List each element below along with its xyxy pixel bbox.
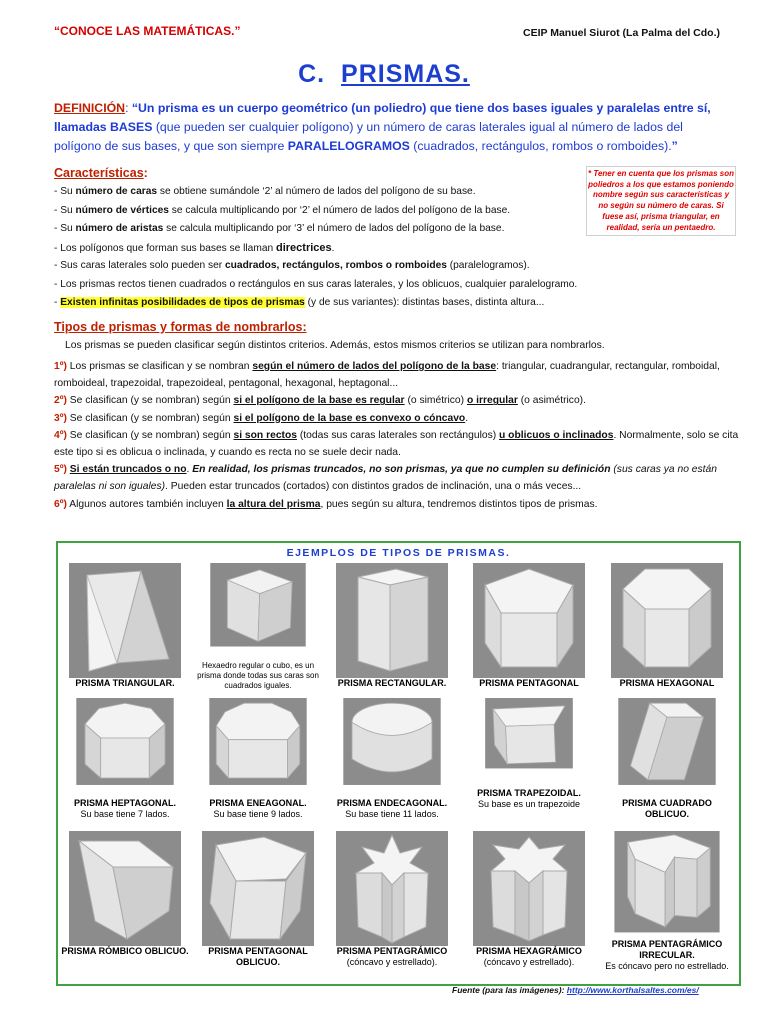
item-strong: número de vértices	[75, 204, 169, 216]
types-intro: Los prismas se pueden clasificar según distintos criterios. Además, estos mismos criterios se utilizan para nombrarlos.	[65, 340, 605, 351]
endecagonal-prism-icon	[336, 698, 448, 798]
item-text: - Su	[54, 186, 76, 197]
type-text: , pues según su altura, tendremos distintos tipos de prismas.	[320, 498, 598, 510]
type-item-5	[54, 461, 744, 495]
trapezoidal-prism-icon	[473, 698, 585, 788]
example-card	[465, 831, 593, 968]
type-text: .	[186, 464, 193, 476]
card-desc: Hexaedro regular o cubo, es un prisma donde todas sus caras son cuadrados iguales.	[197, 661, 319, 690]
example-card	[194, 698, 322, 820]
type-text: Se clasifican (y se nombran) según	[66, 429, 234, 441]
example-card	[61, 563, 189, 689]
type-text: . Normalmente, solo se cita este tipo si es oblicua o inclinada, y cuando es recta no se suele decir nada.	[54, 429, 739, 459]
item-highlight: Existen infinitas posibilidades de tipos de prismas	[60, 297, 305, 308]
examples-box	[56, 541, 741, 986]
card-name: PRISMA HEPTAGONAL.	[73, 798, 176, 808]
example-card	[328, 698, 456, 820]
item-text: .	[331, 242, 335, 254]
item-text: se calcula multiplicando por ‘2’ el número de lados del polígono de la base.	[168, 204, 511, 216]
card-name: PRISMA PENTAGRÁMICO IRRECULAR.	[611, 939, 723, 960]
card-name: PRISMA TRAPEZOIDAL.	[477, 788, 581, 798]
type-text: : triangular, cuadrangular, rectangular, romboidal, romboideal, trapezoidal, trapezoideal, pentagonal, hexagonal, heptagonal...	[54, 361, 720, 390]
examples-title: EJEMPLOS DE TIPOS DE PRISMAS.	[286, 547, 511, 559]
type-text: Algunos autores también incluyen	[66, 498, 227, 510]
type-text: . Pueden estar truncados (cortados) con distintos grados de inclinación, una o más veces...	[165, 481, 582, 493]
source-credit	[452, 985, 699, 995]
rectangular-prism-icon	[336, 563, 448, 678]
item-text: se obtiene sumándole ‘2’ al número de lados del polígono de su base.	[157, 186, 476, 197]
item-text: - Su	[54, 204, 76, 216]
card-name: PRISMA HEXAGONAL	[619, 678, 715, 688]
list-item	[54, 203, 744, 222]
type-criterion: si el polígono de la base es regular	[233, 395, 405, 407]
type-number: 1º)	[54, 361, 67, 372]
definition-close-quote: ”	[671, 139, 678, 153]
example-card	[194, 831, 322, 968]
type-italic: (sus caras ya no están paralelas ni son iguales)	[54, 464, 717, 493]
list-item	[54, 240, 744, 259]
example-card	[194, 563, 322, 691]
card-desc: Su base tiene 9 lados.	[213, 809, 303, 819]
type-item-2	[54, 392, 744, 409]
example-card	[61, 831, 189, 957]
item-text: -	[54, 297, 61, 308]
type-number: 2º)	[54, 395, 67, 407]
card-name: PRISMA PENTAGONAL	[479, 678, 579, 688]
oblique-rhombic-prism-icon	[69, 831, 181, 946]
item-text: - Sus caras laterales solo pueden ser	[54, 260, 226, 271]
characteristics-heading-colon: :	[143, 166, 148, 180]
type-criterion: según el número de lados del polígono de la base	[252, 361, 497, 372]
list-item	[54, 277, 744, 296]
type-text: .	[465, 412, 469, 424]
card-desc: Su base tiene 11 lados.	[345, 809, 439, 819]
type-item-1	[54, 358, 744, 392]
oblique-square-prism-icon	[611, 698, 723, 798]
side-note: * Tener en cuenta que los prismas son poliedros a los que estamos poniendo nombre según sus características y no según su número de caras. Si fuese así, prisma triangular, en realidad, sería un pentaedro.	[586, 166, 736, 236]
item-text: (y de sus variantes): distintas bases, distinta altura...	[304, 297, 545, 308]
list-item	[54, 221, 744, 240]
source-label: Fuente (para las imágenes):	[452, 985, 567, 995]
type-criterion: o irregular	[466, 395, 518, 407]
card-name: PRISMA RÓMBICO OBLICUO.	[61, 946, 189, 956]
item-text: - Los prismas rectos tienen cuadrados o rectángulos en sus caras laterales, y los oblicuos, cualquier paralelogramo.	[54, 278, 578, 290]
type-emphasis: En realidad, los prismas truncados, no son prismas, ya que no cumplen su definición	[192, 464, 611, 476]
card-name: PRISMA RECTANGULAR.	[337, 678, 447, 688]
definition-text: (que pueden ser cualquier polígono) y un número de caras laterales igual al número de lados del polígono de sus bases, y que son siempre	[54, 120, 683, 153]
card-name: PRISMA ENEAGONAL.	[209, 798, 307, 808]
characteristics-heading-text: Características	[54, 166, 144, 180]
type-number: 6º)	[54, 498, 67, 510]
types-list	[54, 358, 744, 513]
item-strong: número de caras	[75, 186, 158, 197]
example-card	[603, 831, 731, 972]
item-text: - Los polígonos que forman sus bases se llaman	[54, 242, 276, 254]
item-text: - Su	[54, 223, 76, 234]
example-card	[465, 563, 593, 689]
header-left: “CONOCE LAS MATEMÁTICAS.”	[54, 24, 241, 38]
example-card	[328, 563, 456, 689]
cube-icon	[202, 563, 314, 661]
heptagonal-prism-icon	[69, 698, 181, 798]
eneagonal-prism-icon	[202, 698, 314, 798]
card-desc: Es cóncavo pero no estrellado.	[605, 961, 729, 971]
hexagram-prism-icon	[473, 831, 585, 946]
card-desc: (cóncavo y estrellado).	[346, 957, 438, 967]
characteristics-list	[54, 184, 744, 314]
example-card	[328, 831, 456, 968]
item-strong: directrices	[276, 241, 332, 254]
type-text: Se clasifican (y se nombran) según	[66, 412, 234, 424]
type-number: 3º)	[54, 412, 67, 424]
triangular-prism-icon	[69, 563, 181, 678]
type-criterion: si son rectos	[233, 429, 297, 441]
definition-sep: :	[125, 101, 132, 115]
example-card	[465, 698, 593, 810]
pentagonal-prism-icon	[473, 563, 585, 678]
type-criterion: la altura del prisma	[226, 498, 321, 510]
card-name: PRISMA TRIANGULAR.	[75, 678, 175, 688]
list-item	[54, 184, 744, 203]
header-right: CEIP Manuel Siurot (La Palma del Cdo.)	[522, 27, 720, 39]
card-name: PRISMA CUADRADO OBLICUO.	[622, 798, 712, 819]
definition-quote: “Un prisma es un cuerpo geométrico (un poliedro) que tiene dos bases iguales y paralelas entre sí, llamadas BASES	[54, 101, 711, 134]
types-heading: Tipos de prismas y formas de nombrarlos:	[54, 320, 307, 334]
type-number: 5º)	[54, 464, 67, 476]
example-card	[603, 698, 731, 820]
type-number: 4º)	[54, 429, 67, 441]
title-letter: C.	[298, 60, 326, 88]
page-title	[0, 60, 768, 89]
item-text: (paralelogramos).	[446, 260, 530, 271]
pentagram-prism-icon	[336, 831, 448, 946]
card-name: PRISMA ENDECAGONAL.	[336, 798, 448, 808]
type-item-4	[54, 427, 744, 461]
item-text: se calcula multiplicando por ‘3’ el número de lados del polígono de la base.	[163, 223, 505, 234]
definition-text-end: (cuadrados, rectángulos, rombos o romboides).	[409, 139, 672, 153]
irregular-pentagram-prism-icon	[611, 831, 723, 939]
example-card	[61, 698, 189, 820]
definition-label: DEFINICIÓN	[54, 101, 126, 115]
type-criterion: Si están truncados o no	[69, 464, 187, 476]
type-criterion: u oblicuos o inclinados	[499, 429, 614, 441]
characteristics-heading	[54, 166, 148, 180]
card-desc: (cóncavo y estrellado).	[483, 957, 575, 967]
card-name: PRISMA PENTAGONAL OBLICUO.	[208, 946, 308, 967]
item-strong: cuadrados, rectángulos, rombos o romboides	[225, 260, 447, 271]
source-link[interactable]: http://www.korthalsaltes.com/es/	[566, 985, 699, 995]
card-desc: Su base es un trapezoide	[477, 799, 581, 809]
type-text: (o asimétrico).	[517, 395, 586, 407]
definition-strong: PARALELOGRAMOS	[287, 139, 410, 153]
type-criterion: si el polígono de la base es convexo o cóncavo	[233, 412, 466, 424]
title-main: PRISMAS.	[341, 60, 470, 88]
card-name: PRISMA HEXAGRÁMICO	[476, 946, 582, 956]
list-item	[54, 295, 744, 314]
example-card	[603, 563, 731, 689]
type-item-3	[54, 410, 744, 427]
type-text: Se clasifican (y se nombran) según	[66, 395, 234, 407]
definition-paragraph	[54, 99, 724, 156]
type-item-6	[54, 496, 744, 513]
type-text: Los prismas se clasifican y se nombran	[66, 361, 253, 372]
type-text: (todas sus caras laterales son rectángulos)	[297, 429, 500, 441]
item-strong: número de aristas	[75, 223, 164, 234]
list-item	[54, 258, 744, 277]
hexagonal-prism-icon	[611, 563, 723, 678]
card-desc: Su base tiene 7 lados.	[80, 809, 170, 819]
type-text: (o simétrico)	[404, 395, 467, 407]
card-name: PRISMA PENTAGRÁMICO	[336, 946, 448, 956]
oblique-pentagonal-prism-icon	[202, 831, 314, 946]
